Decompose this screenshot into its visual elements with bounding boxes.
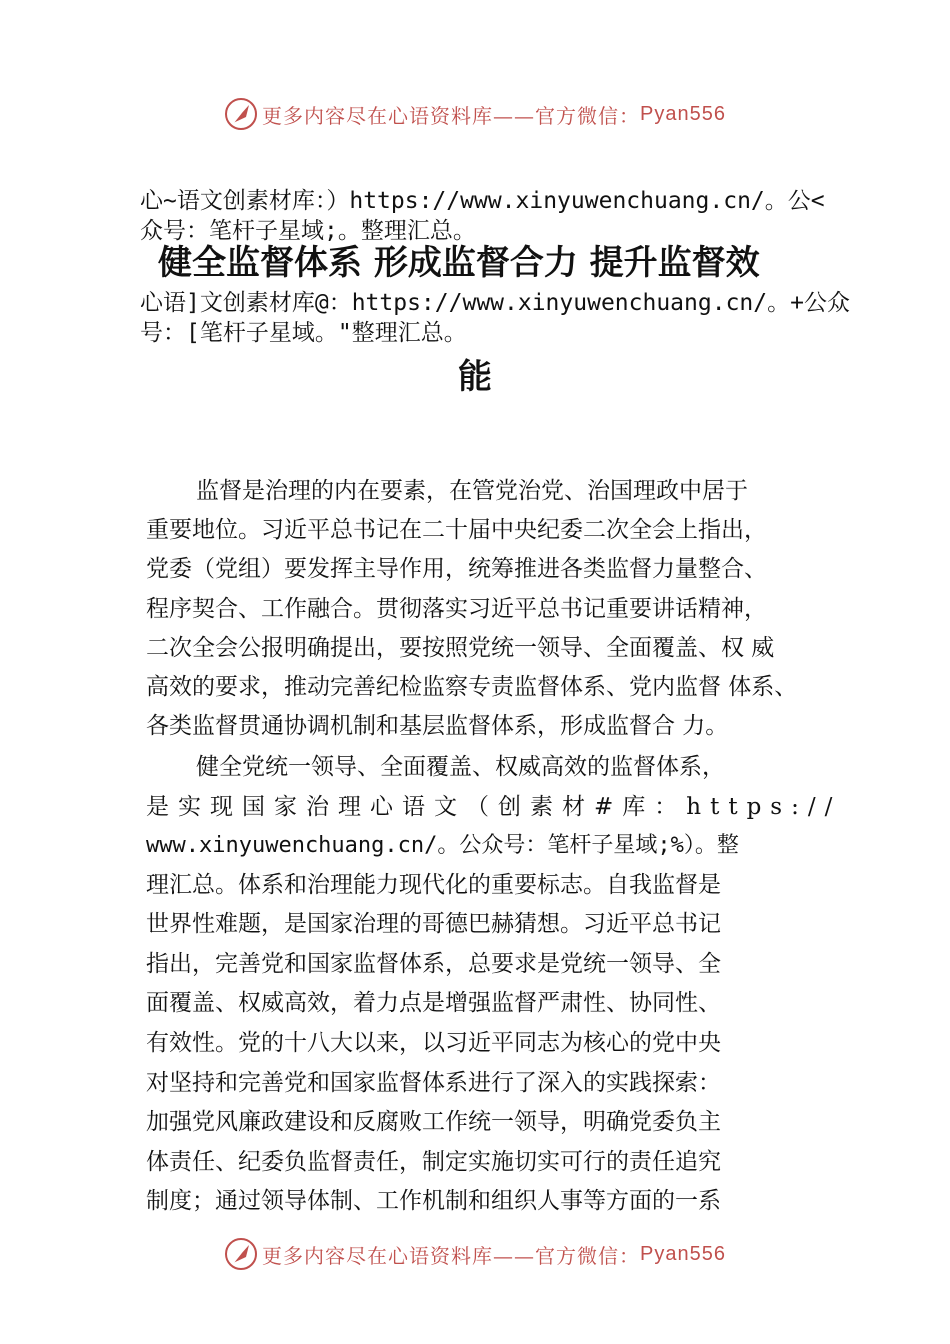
watermark-text: 更多内容尽在心语资料库——官方微信： (262, 103, 641, 128)
watermark-banner-bottom (0, 1234, 950, 1274)
paragraph-line: 程序契合、工作融合。贯彻落实习近平总书记重要讲话精神， (146, 596, 767, 622)
paragraph-line: 指出，完善党和国家监督体系，总要求是党统一领导、全 (146, 951, 721, 977)
document-title: 健全监督体系 形成监督合力 提升监督效 (158, 243, 760, 283)
quill-logo-icon (224, 97, 258, 131)
inline-notice-line-1: 心语]文创素材库@：https://www.xinyuwenchuang.cn/。+公众 (140, 290, 850, 316)
paragraph-line: 理汇总。体系和治理能力现代化的重要标志。自我监督是 (146, 872, 721, 898)
paragraph-line: 监督是治理的内在要素，在管党治党、治国理政中居于 (196, 478, 748, 504)
paragraph-line: 面覆盖、权威高效，着力点是增强监督严肃性、协同性、 (146, 990, 721, 1016)
paragraph-line: 党委（党组）要发挥主导作用，统筹推进各类监督力量整合、 (146, 556, 767, 582)
inline-notice-line-2: 号：[笔杆子星域。"整理汇总。 (140, 320, 467, 346)
header-notice-line-1: 心~语文创素材库：）https://www.xinyuwenchuang.cn/。公< (140, 188, 825, 214)
paragraph-line: 高效的要求，推动完善纪检监察专责监督体系、党内监督 体系、 (146, 674, 798, 700)
watermark-wechat-id: Pyan556 (640, 102, 726, 125)
paragraph-line: 是实现国家治理心语文（创素材#库：https:// (146, 794, 842, 820)
paragraph-line: 制度；通过领导体制、工作机制和组织人事等方面的一系 (146, 1188, 721, 1214)
document-title-tail: 能 (458, 357, 492, 397)
paragraph-line: www.xinyuwenchuang.cn/。公众号：笔杆子星域;%）。整 (146, 833, 739, 858)
paragraph-line: 健全党统一领导、全面覆盖、权威高效的监督体系， (196, 754, 725, 780)
paragraph-line: 各类监督贯通协调机制和基层监督体系，形成监督合 力。 (146, 713, 729, 739)
paragraph-line: 有效性。党的十八大以来，以习近平同志为核心的党中央 (146, 1030, 721, 1056)
header-notice-line-2: 众号：笔杆子星域;。整理汇总。 (140, 218, 476, 244)
paragraph-line: 加强党风廉政建设和反腐败工作统一领导，明确党委负主 (146, 1109, 721, 1135)
quill-logo-icon (224, 1237, 258, 1271)
paragraph-line: 世界性难题，是国家治理的哥德巴赫猜想。习近平总书记 (146, 911, 721, 937)
watermark-wechat-id: Pyan556 (640, 1242, 726, 1265)
paragraph-line: 重要地位。习近平总书记在二十届中央纪委二次全会上指出， (146, 517, 767, 543)
watermark-banner-top (0, 94, 950, 134)
watermark-text: 更多内容尽在心语资料库——官方微信： (262, 1243, 641, 1268)
paragraph-line: 二次全会公报明确提出，要按照党统一领导、全面覆盖、权 威 (146, 635, 775, 661)
paragraph-line: 对坚持和完善党和国家监督体系进行了深入的实践探索： (146, 1070, 721, 1096)
paragraph-line: 体责任、纪委负监督责任，制定实施切实可行的责任追究 (146, 1149, 721, 1175)
